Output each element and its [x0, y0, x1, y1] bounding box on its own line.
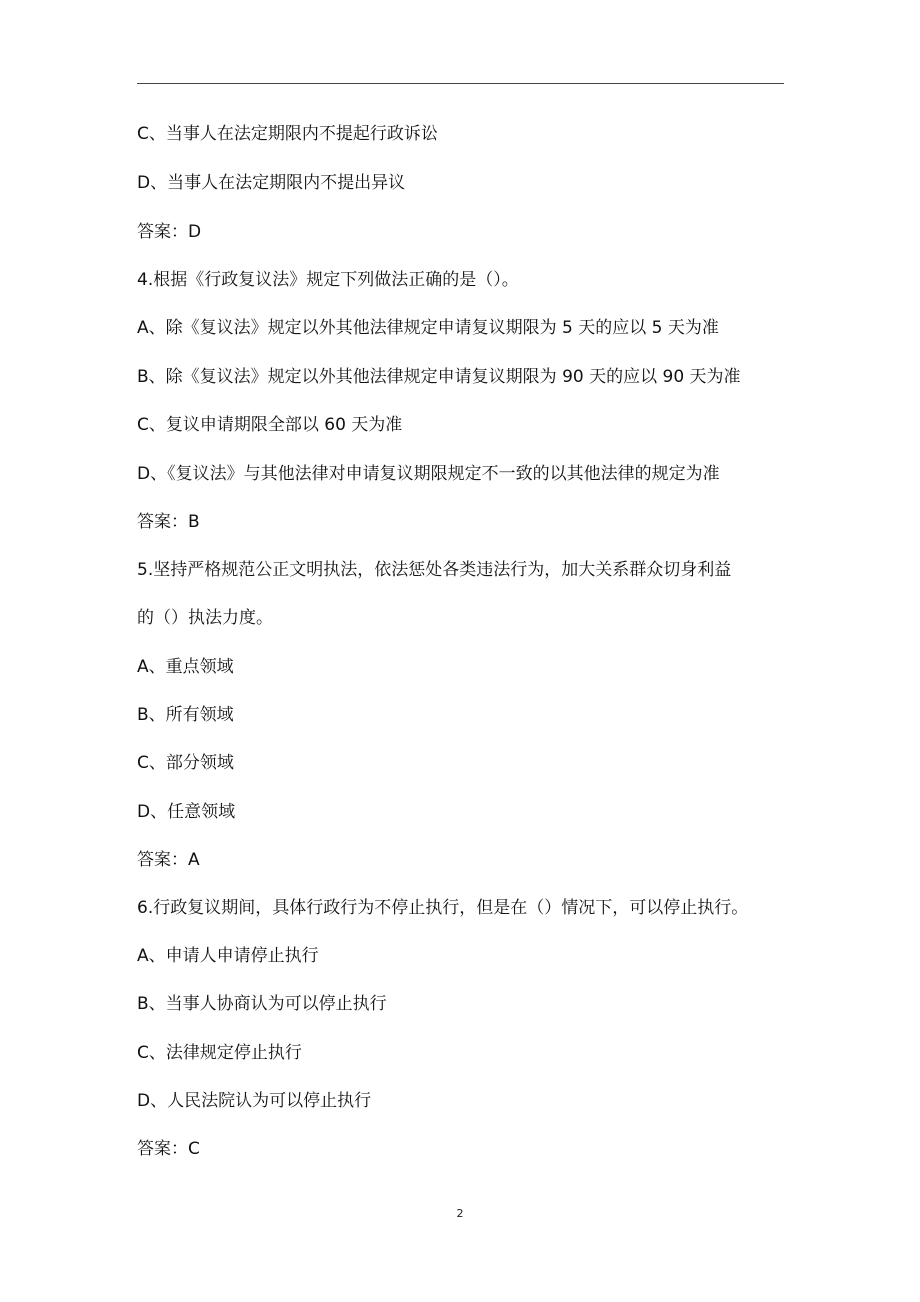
answer-q6: 答案：C — [137, 1139, 200, 1159]
option-c-q3: C、当事人在法定期限内不提起行政诉讼 — [137, 124, 438, 144]
header-rule — [137, 83, 784, 84]
option-d-q5: D、任意领域 — [137, 802, 236, 822]
answer-q4: 答案：B — [137, 512, 200, 532]
answer-q5: 答案：A — [137, 850, 200, 870]
option-a-q5: A、重点领域 — [137, 657, 234, 677]
option-d-q4: D、《复议法》与其他法律对申请复议期限规定不一致的以其他法律的规定为准 — [137, 464, 720, 484]
option-b-q5: B、所有领域 — [137, 705, 234, 725]
question-5-line2: 的（）执法力度。 — [137, 608, 273, 628]
option-c-q6: C、法律规定停止执行 — [137, 1043, 302, 1063]
option-b-q6: B、当事人协商认为可以停止执行 — [137, 994, 387, 1014]
option-a-q6: A、申请人申请停止执行 — [137, 946, 319, 966]
option-a-q4: A、除《复议法》规定以外其他法律规定申请复议期限为 5 天的应以 5 天为准 — [137, 318, 719, 338]
option-d-q3: D、当事人在法定期限内不提出异议 — [137, 173, 406, 193]
option-b-q4: B、除《复议法》规定以外其他法律规定申请复议期限为 90 天的应以 90 天为准 — [137, 367, 741, 387]
option-c-q4: C、复议申请期限全部以 60 天为准 — [137, 415, 403, 435]
page-number: 2 — [456, 1207, 464, 1220]
question-4: 4.根据《行政复议法》规定下列做法正确的是（）。 — [137, 270, 519, 290]
answer-q3: 答案：D — [137, 222, 202, 242]
question-6: 6.行政复议期间，具体行政行为不停止执行，但是在（）情况下，可以停止执行。 — [137, 898, 749, 918]
question-5-line1: 5.坚持严格规范公正文明执法，依法惩处各类违法行为，加大关系群众切身利益 — [137, 560, 732, 580]
option-d-q6: D、人民法院认为可以停止执行 — [137, 1091, 372, 1111]
option-c-q5: C、部分领域 — [137, 753, 234, 773]
